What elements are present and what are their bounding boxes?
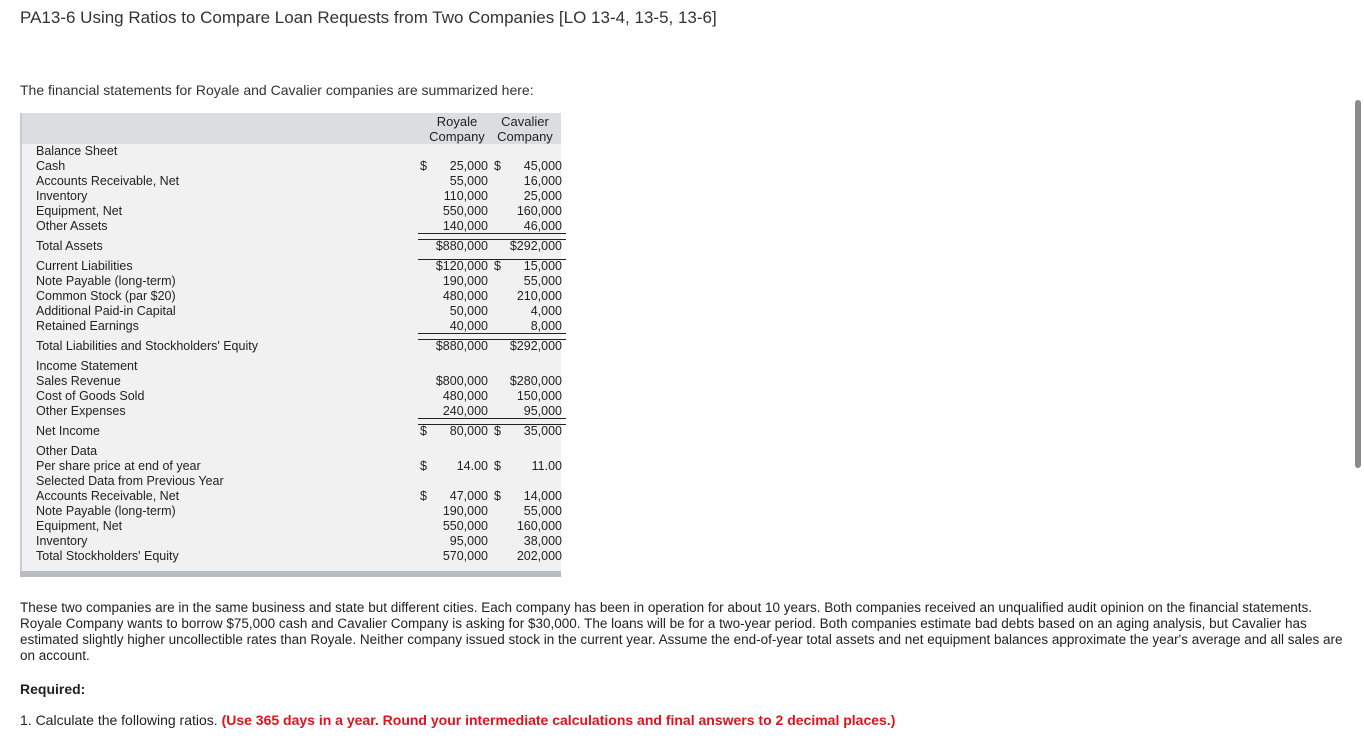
table-row (36, 549, 562, 564)
table-row (36, 274, 562, 289)
table-row (36, 444, 556, 459)
amount: 190,000 (442, 274, 488, 288)
table-row (36, 259, 562, 274)
question-1-text: 1. Calculate the following ratios. (20, 712, 218, 728)
currency-symbol: $ (494, 159, 501, 173)
amount: 46,000 (523, 219, 562, 233)
question-1 (20, 712, 895, 728)
amount: 25,000 (449, 159, 488, 173)
royale-value (418, 534, 492, 548)
amount: 11.00 (531, 459, 562, 473)
amount: 55,000 (523, 504, 562, 518)
row-label: Cost of Goods Sold (36, 389, 145, 403)
royale-value (418, 219, 492, 233)
amount: $800,000 (435, 374, 488, 388)
amount: 15,000 (523, 259, 562, 273)
royale-value (418, 424, 492, 438)
amount: 25,000 (523, 189, 562, 203)
row-label: Note Payable (long-term) (36, 274, 176, 288)
page-title: PA13-6 Using Ratios to Compare Loan Requests from Two Companies [LO 13-4, 13-5, 13-6] (20, 8, 717, 27)
cavalier-value (492, 274, 566, 288)
amount: 202,000 (516, 549, 562, 563)
table-footer-band (20, 571, 561, 577)
cavalier-value (492, 534, 566, 548)
row-label: Net Income (36, 424, 100, 438)
table-row (36, 424, 562, 439)
table-row (36, 189, 562, 204)
row-label: Accounts Receivable, Net (36, 489, 180, 503)
row-label: Common Stock (par $20) (36, 289, 176, 303)
table-row (36, 359, 556, 374)
row-label: Total Liabilities and Stockholders' Equity (36, 339, 258, 353)
table-row (36, 289, 562, 304)
table-row (36, 404, 562, 419)
cavalier-value (492, 549, 566, 563)
row-label: Per share price at end of year (36, 459, 201, 473)
row-label: Income Statement (36, 359, 138, 373)
table-row (36, 144, 556, 159)
royale-value (418, 174, 492, 188)
column-header-cavalier-line1: Cavalier (501, 114, 549, 129)
cavalier-value (492, 259, 566, 273)
royale-value (418, 404, 492, 418)
royale-value (418, 204, 492, 218)
amount: 14,000 (523, 489, 562, 503)
cavalier-value (492, 519, 566, 533)
row-label: Inventory (36, 189, 88, 203)
cavalier-value (492, 304, 566, 318)
amount: $880,000 (435, 339, 488, 353)
column-header-royale-line2: Company (429, 129, 485, 144)
table-row (36, 389, 562, 404)
row-label: Sales Revenue (36, 374, 121, 388)
amount: 45,000 (523, 159, 562, 173)
royale-value (418, 504, 492, 518)
row-label: Current Liabilities (36, 259, 133, 273)
cavalier-value (492, 424, 566, 438)
amount: 240,000 (442, 404, 488, 418)
table-row (36, 339, 562, 354)
table-row (36, 304, 562, 319)
currency-symbol: $ (420, 159, 427, 173)
table-row (36, 319, 562, 334)
amount: $280,000 (509, 374, 562, 388)
table-row (36, 459, 562, 474)
amount: $880,000 (435, 239, 488, 253)
royale-value (418, 304, 492, 318)
amount: 480,000 (442, 389, 488, 403)
table-row (36, 534, 562, 549)
currency-symbol: $ (494, 259, 501, 273)
cavalier-value (492, 174, 566, 188)
intro-text: The financial statements for Royale and Cavalier companies are summarized here: (20, 82, 534, 98)
currency-symbol: $ (494, 489, 501, 503)
cavalier-value (492, 319, 566, 333)
cavalier-value (492, 219, 566, 233)
amount: 47,000 (449, 489, 488, 503)
royale-value (418, 189, 492, 203)
amount: 4,000 (530, 304, 562, 318)
amount: 35,000 (523, 424, 562, 438)
table-row (36, 174, 562, 189)
amount: 150,000 (516, 389, 562, 403)
vertical-scrollbar[interactable] (1355, 100, 1361, 468)
cavalier-value (492, 374, 566, 388)
row-label: Cash (36, 159, 66, 173)
cavalier-value (492, 339, 566, 353)
amount: 55,000 (523, 274, 562, 288)
cavalier-value (492, 459, 566, 473)
royale-value (418, 519, 492, 533)
amount: 190,000 (442, 504, 488, 518)
amount: $292,000 (509, 339, 562, 353)
amount: $292,000 (509, 239, 562, 253)
row-label: Inventory (36, 534, 88, 548)
royale-value (418, 339, 492, 353)
cavalier-value (492, 489, 566, 503)
row-label: Accounts Receivable, Net (36, 174, 180, 188)
amount: 95,000 (523, 404, 562, 418)
table-left-border (20, 113, 22, 577)
currency-symbol: $ (420, 459, 427, 473)
amount: 570,000 (442, 549, 488, 563)
row-label: Other Expenses (36, 404, 126, 418)
royale-value (418, 259, 492, 273)
amount: 140,000 (442, 219, 488, 233)
required-heading: Required: (20, 681, 86, 697)
table-row (36, 489, 562, 504)
cavalier-value (492, 504, 566, 518)
table-row (36, 519, 562, 534)
question-1-instruction: (Use 365 days in a year. Round your intermediate calculations and final answers to 2 decimal places.) (221, 712, 896, 728)
currency-symbol: $ (494, 459, 501, 473)
row-label: Equipment, Net (36, 519, 123, 533)
amount: 110,000 (443, 189, 488, 203)
royale-value (418, 389, 492, 403)
amount: 40,000 (449, 319, 488, 333)
currency-symbol: $ (420, 424, 427, 438)
row-label: Retained Earnings (36, 319, 139, 333)
royale-value (418, 319, 492, 333)
table-row (36, 504, 562, 519)
royale-value (418, 159, 492, 173)
row-label: Total Stockholders' Equity (36, 549, 179, 563)
currency-symbol: $ (494, 424, 501, 438)
table-row (36, 374, 562, 389)
royale-value (418, 374, 492, 388)
royale-value (418, 274, 492, 288)
cavalier-value (492, 289, 566, 303)
amount: 16,000 (523, 174, 562, 188)
cavalier-value (492, 404, 566, 418)
cavalier-value (492, 204, 566, 218)
royale-value (418, 459, 492, 473)
cavalier-value (492, 239, 566, 253)
column-header-cavalier-line2: Company (497, 129, 553, 144)
amount: $120,000 (435, 259, 488, 273)
amount: 55,000 (449, 174, 488, 188)
amount: 550,000 (442, 204, 488, 218)
row-label: Note Payable (long-term) (36, 504, 176, 518)
amount: 210,000 (516, 289, 562, 303)
amount: 8,000 (530, 319, 562, 333)
amount: 50,000 (449, 304, 488, 318)
row-label: Balance Sheet (36, 144, 118, 158)
column-header-cavalier (492, 114, 558, 144)
case-description: These two companies are in the same business and state but different cities. Each company has been in operation for about 10 years. Both companies received an unqualified audit opinion on the financial statements. Royale Company wants to borrow $75,000 cash and Cavalier Company is asking for $30,000. The loans will be for a two-year period. Both companies estimate bad debts based on an aging analysis, but Cavalier has estimated slightly higher uncollectible rates than Royale. Neither company issued stock in the current year. Assume the end-of-year total assets and net equipment balances approximate the year's average and all sales are on account. (20, 600, 1343, 663)
table-row (36, 239, 562, 254)
row-label: Other Data (36, 444, 98, 458)
royale-value (418, 239, 492, 253)
financial-statements-table (20, 113, 561, 577)
amount: 38,000 (523, 534, 562, 548)
row-label: Total Assets (36, 239, 103, 253)
row-label: Equipment, Net (36, 204, 123, 218)
table-row (36, 474, 556, 489)
amount: 550,000 (442, 519, 488, 533)
amount: 160,000 (516, 204, 562, 218)
table-row (36, 204, 562, 219)
cavalier-value (492, 389, 566, 403)
currency-symbol: $ (420, 489, 427, 503)
royale-value (418, 289, 492, 303)
table-row (36, 159, 562, 174)
row-label: Other Assets (36, 219, 108, 233)
cavalier-value (492, 189, 566, 203)
amount: 80,000 (449, 424, 488, 438)
royale-value (418, 489, 492, 503)
amount: 160,000 (516, 519, 562, 533)
amount: 14.00 (456, 459, 488, 473)
amount: 480,000 (442, 289, 488, 303)
row-label: Selected Data from Previous Year (36, 474, 224, 488)
table-row (36, 219, 562, 234)
cavalier-value (492, 159, 566, 173)
row-label: Additional Paid-in Capital (36, 304, 176, 318)
column-header-royale-line1: Royale (436, 114, 478, 129)
column-header-royale (418, 114, 496, 144)
amount: 95,000 (449, 534, 488, 548)
royale-value (418, 549, 492, 563)
